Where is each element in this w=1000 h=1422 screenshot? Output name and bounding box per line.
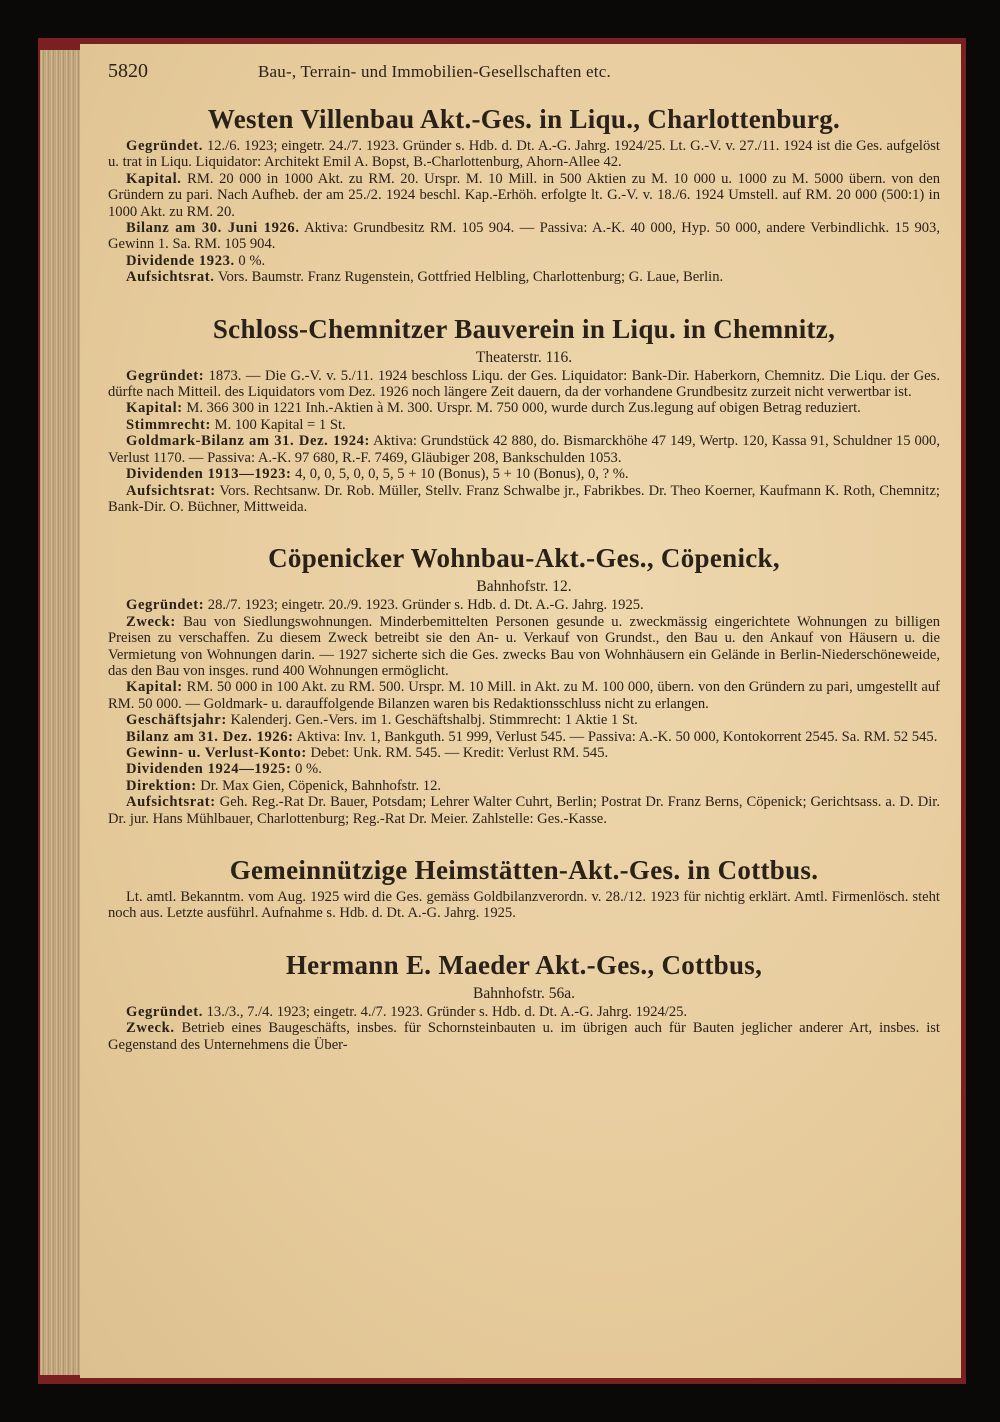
entry-paragraph: [108, 253, 940, 269]
paragraph-text: Aktiva: Grundbesitz RM. 105 904. — Passiva: A.-K. 40 000, Hyp. 50 000, andere Verbindlichk. 15 903, Gewinn 1. Sa. RM. 105 904.: [108, 220, 940, 253]
entry-paragraph: [108, 138, 940, 171]
entry-paragraph: [108, 794, 940, 827]
entry-title: Westen Villenbau Akt.-Ges. in Liqu., Charlottenburg.: [207, 104, 841, 134]
page-content: [108, 60, 940, 1053]
paragraph-label: Aufsichtsrat:: [126, 482, 216, 499]
entry-paragraph: [108, 269, 940, 285]
page-header: [108, 60, 940, 92]
paragraph-label: Bilanz am 31. Dez. 1926:: [126, 728, 294, 745]
entry-paragraph: [108, 433, 940, 466]
paragraph-text: 0 %.: [291, 761, 322, 778]
paragraph-label: Kapital:: [126, 400, 183, 417]
paragraph-text: Betrieb eines Baugeschäfts, insbes. für Schornsteinbauten u. im übrigen auch für Bauten jeglicher anderer Art, insbes. ist Gegenstand des Unternehmens die Über-: [108, 1020, 940, 1053]
entry-paragraph: [108, 466, 940, 482]
entry-paragraph: [108, 597, 940, 613]
entry-paragraph: [108, 712, 940, 728]
paragraph-label: Gegründet.: [126, 1003, 203, 1020]
page-number: 5820: [108, 60, 148, 82]
entry-title: Gemeinnützige Heimstätten-Akt.-Ges. in Cottbus.: [229, 855, 819, 885]
entry-paragraph: [108, 761, 940, 777]
paragraph-text: 0 %.: [234, 252, 266, 269]
entry-title: Cöpenicker Wohnbau-Akt.-Ges., Cöpenick,: [268, 543, 780, 574]
paragraph-text: Geh. Reg.-Rat Dr. Bauer, Potsdam; Lehrer Walter Cuhrt, Berlin; Postrat Dr. Franz Berns, Cöpenick; Gerichtsass. a. D. Dir. Dr. jur. Hans Mühlbauer, Charlottenburg; Reg.-Rat Dr. Meier. Zahlstelle: Ges.-Kasse.: [108, 794, 940, 827]
entry-paragraph: [108, 220, 940, 253]
paragraph-text: Kalenderj. Gen.-Vers. im 1. Geschäftshalbj. Stimmrecht: 1 Aktie 1 St.: [226, 712, 638, 729]
paragraph-text: Vors. Baumstr. Franz Rugenstein, Gottfried Helbling, Charlottenburg; G. Laue, Berlin.: [214, 269, 724, 286]
entry-paragraph: [108, 778, 940, 794]
paragraph-label: Zweck.: [126, 1020, 175, 1037]
entry-paragraph: [108, 1020, 940, 1053]
entry-address: Theaterstr. 116.: [475, 348, 573, 366]
paragraph-text: Dr. Max Gien, Cöpenick, Bahnhofstr. 12.: [196, 777, 442, 794]
entry-gemeinnuetzige-heimstaetten: [108, 853, 940, 922]
entry-paragraph: [108, 745, 940, 761]
entry-address: Bahnhofstr. 56a.: [472, 984, 576, 1002]
entry-paragraph: [108, 171, 940, 220]
entry-paragraph: [108, 368, 940, 401]
entry-paragraph: [108, 483, 940, 516]
paragraph-text: RM. 50 000 in 100 Akt. zu RM. 500. Urspr. M. 10 Mill. in Akt. zu M. 100 000, übern. von den Gründern zu pari, umgestellt auf RM. 50 000. — Goldmark- u. darauffolgende Bilanzen waren bis Redaktionsschluss nicht zu erlangen.: [108, 679, 940, 712]
entry-paragraph: [108, 729, 940, 745]
paragraph-label: Kapital.: [126, 170, 182, 187]
paragraph-text: Debet: Unk. RM. 545. — Kredit: Verlust RM. 545.: [306, 744, 609, 761]
paragraph-label: Gegründet.: [126, 138, 203, 154]
page-edges: [40, 50, 82, 1375]
entry-coepenicker-wohnbau: [108, 541, 940, 827]
paragraph-text: RM. 20 000 in 1000 Akt. zu RM. 20. Urspr. M. 10 Mill. in 500 Aktien zu M. 10 000 u. 1000 zu M. 5000 übern. von den Gründern zu pari. Nach Aufheb. der am 25./2. 1924 beschl. Kap.-Erhöh. erfolgte lt. G.-V. v. 18./6. 1924 Umstell. auf RM. 20 000 (500:1) in 1000 Akt. zu RM. 20.: [108, 170, 940, 220]
paragraph-text: Lt. amtl. Bekanntm. vom Aug. 1925 wird die Ges. gemäss Goldbilanzverordn. v. 28./12. 1923 für nichtig erklärt. Amtl. Firmenlösch. steht noch aus. Letzte ausführl. Aufnahme s. Hdb. d. Dt. A.-G. Jahrg. 1925.: [108, 889, 940, 922]
paragraph-text: 1873. — Die G.-V. v. 5./11. 1924 beschloss Liqu. der Ges. Liquidator: Bank-Dir. Haberkorn, Chemnitz. Die Liqu. der Ges. dürfte nach Mitteil. des Liquidators vom Dez. 1926 noch längere Zeit dauern, da der vorhandene Grundbesitz zurzeit nicht verwertbar ist.: [108, 367, 940, 401]
paragraph-label: Aufsichtsrat.: [126, 269, 215, 286]
paragraph-label: Geschäftsjahr:: [126, 712, 227, 729]
paragraph-label: Dividende 1923.: [126, 252, 235, 269]
paragraph-label: Aufsichtsrat:: [126, 794, 216, 811]
entry-title: Hermann E. Maeder Akt.-Ges., Cottbus,: [285, 949, 763, 980]
paragraph-text: Aktiva: Grundstück 42 880, do. Bismarckhöhe 47 149, Wertp. 120, Kassa 91, Schuldner 15 000, Verlust 1170. — Passiva: A.-K. 97 680, R.-F. 7469, Gläubiger 208, Bankschulden 1053.: [108, 433, 940, 466]
running-title: Bau-, Terrain- und Immobilien-Gesellschaften etc.: [258, 62, 611, 81]
paragraph-text: 12./6. 1923; eingetr. 24./7. 1923. Gründer s. Hdb. d. Dt. A.-G. Jahrg. 1924/25. Lt. G.-V. v. 27./11. 1924 ist die Ges. aufgelöst u. trat in Liqu. Liquidator: Architekt Emil A. Bopst, B.-Charlottenburg, Ahorn-Allee 42.: [108, 138, 940, 171]
paragraph-label: Goldmark-Bilanz am 31. Dez. 1924:: [126, 433, 371, 450]
paragraph-label: Gegründet:: [126, 597, 205, 614]
entry-westen-villenbau: [108, 102, 940, 286]
paragraph-label: Stimmrecht:: [126, 416, 211, 433]
entry-paragraph: [108, 889, 940, 922]
entry-title: Schloss-Chemnitzer Bauverein in Liqu. in Chemnitz,: [212, 313, 836, 344]
paragraph-label: Gegründet:: [126, 367, 205, 384]
paragraph-text: Vors. Rechtsanw. Dr. Rob. Müller, Stellv. Franz Schwalbe jr., Fabrikbes. Dr. Theo Koerner, Kaufmann K. Roth, Chemnitz; Bank-Dir. O. Büchner, Mittweida.: [108, 482, 940, 515]
entry-hermann-maeder: [108, 948, 940, 1053]
paragraph-label: Dividenden 1924—1925:: [126, 761, 292, 778]
paragraph-text: Aktiva: Inv. 1, Bankguth. 51 999, Verlust 545. — Passiva: A.-K. 50 000, Kontokorrent 2545. Sa. RM. 52 545.: [293, 728, 938, 745]
entry-paragraph: [108, 1004, 940, 1020]
paragraph-text: M. 100 Kapital = 1 St.: [210, 416, 346, 433]
entry-paragraph: [108, 417, 940, 433]
paragraph-label: Gewinn- u. Verlust-Konto:: [126, 744, 307, 761]
entry-schloss-chemnitzer: [108, 312, 940, 516]
entry-paragraph: [108, 400, 940, 416]
paragraph-label: Zweck:: [126, 613, 176, 630]
paragraph-text: 28./7. 1923; eingetr. 20./9. 1923. Gründer s. Hdb. d. Dt. A.-G. Jahrg. 1925.: [204, 597, 644, 614]
entry-address: Bahnhofstr. 12.: [476, 578, 572, 596]
entry-paragraph: [108, 679, 940, 712]
paragraph-label: Dividenden 1913—1923:: [126, 466, 292, 483]
paragraph-label: Bilanz am 30. Juni 1926.: [126, 220, 300, 237]
paragraph-text: 13./3., 7./4. 1923; eingetr. 4./7. 1923. Gründer s. Hdb. d. Dt. A.-G. Jahrg. 1924/25.: [202, 1003, 688, 1020]
entry-paragraph: [108, 614, 940, 680]
paragraph-text: Bau von Siedlungswohnungen. Minderbemittelten Personen gesunde u. zweckmässig eingerichtete Wohnungen zu billigen Preisen zu verschaffen. Zu diesem Zweck betreibt sie den An- u. Verkauf von Grundst., den Bau u. den Ankauf von Häusern u. die Vermietung von Wohnungen darin. — 1927 sicherte sich die Ges. zwecks Bau von Wohnhäusern ein Gelände in Berlin-Niederschöneweide, das den Bau von insges. rund 400 Wohnungen ermöglicht.: [108, 613, 940, 679]
paragraph-label: Kapital:: [126, 679, 183, 696]
paragraph-label: Direktion:: [126, 777, 197, 794]
paragraph-text: M. 366 300 in 1221 Inh.-Aktien à M. 300. Urspr. M. 750 000, wurde durch Zus.legung auf obigen Betrag reduziert.: [182, 400, 861, 417]
paragraph-text: 4, 0, 0, 5, 0, 0, 5, 5 + 10 (Bonus), 5 + 10 (Bonus), 0, ? %.: [291, 466, 629, 483]
